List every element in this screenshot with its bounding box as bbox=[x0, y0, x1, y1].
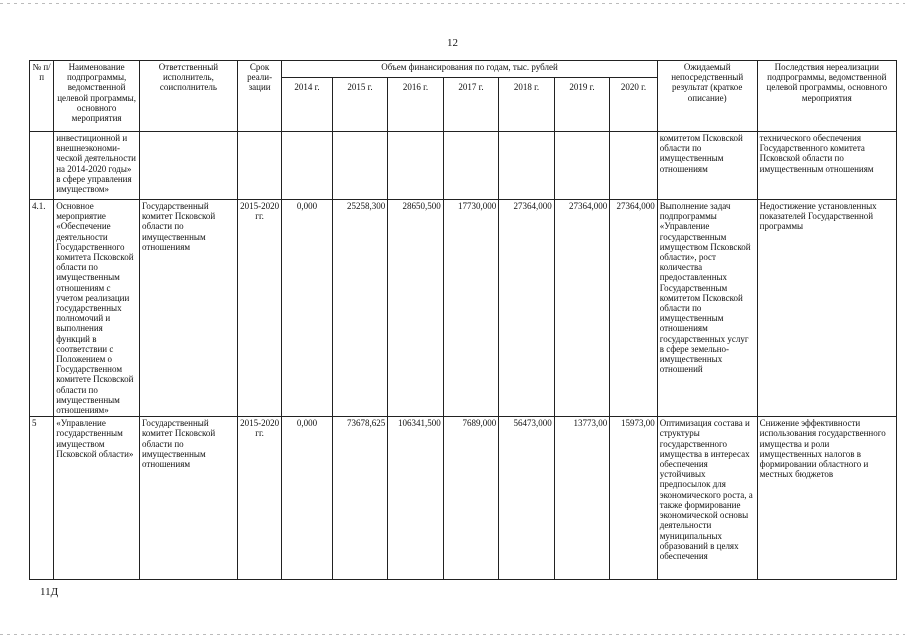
row-executor bbox=[140, 132, 238, 200]
table-row bbox=[30, 132, 897, 200]
footer-code: 11Д bbox=[40, 586, 59, 598]
row-value bbox=[443, 132, 499, 200]
header-year: 2017 г. bbox=[443, 78, 499, 132]
row-executor: Государственный комитет Псковской области по имущественным отношениям bbox=[140, 200, 238, 417]
header-result: Ожидаемый непосредственный результат (краткое описание) bbox=[657, 61, 757, 132]
row-value bbox=[499, 132, 555, 200]
header-term: Срок реали-зации bbox=[237, 61, 281, 132]
row-name: «Управление государственным имуществом Псковской области» bbox=[54, 417, 140, 580]
header-executor: Ответственный исполнитель, соисполнитель bbox=[140, 61, 238, 132]
row-num bbox=[30, 132, 54, 200]
row-value: 17730,000 bbox=[443, 200, 499, 417]
row-value: 13773,00 bbox=[554, 417, 610, 580]
header-year: 2014 г. bbox=[282, 78, 332, 132]
row-value bbox=[388, 132, 444, 200]
row-value: 28650,500 bbox=[388, 200, 444, 417]
row-value bbox=[332, 132, 388, 200]
row-num: 4.1. bbox=[30, 200, 54, 417]
table-row bbox=[30, 417, 897, 580]
row-value bbox=[610, 132, 657, 200]
row-executor: Государственный комитет Псковской области по имущественным отношениям bbox=[140, 417, 238, 580]
row-value: 73678,625 bbox=[332, 417, 388, 580]
header-year: 2018 г. bbox=[499, 78, 555, 132]
row-value bbox=[282, 132, 332, 200]
row-term: 2015-2020 гг. bbox=[237, 417, 281, 580]
scan-artifact-top bbox=[0, 3, 905, 4]
header-num: № п/п bbox=[30, 61, 54, 132]
row-term: 2015-2020 гг. bbox=[237, 200, 281, 417]
header-year: 2015 г. bbox=[332, 78, 388, 132]
row-result: комитетом Псковской области по имущественным отношениям bbox=[657, 132, 757, 200]
row-result: Оптимизация состава и структуры государственного имущества в интересах обеспечения устойчивых предпосылок для экономического роста, а также формирование экономической основы деятельности муниципальных образований в целях обеспечения bbox=[657, 417, 757, 580]
row-num: 5 bbox=[30, 417, 54, 580]
row-value: 25258,300 bbox=[332, 200, 388, 417]
scan-artifact-bottom bbox=[0, 634, 905, 635]
row-consequences: Недостижение установленных показателей Государственной программы bbox=[757, 200, 896, 417]
row-name: Основное мероприятие «Обеспечение деятельности Государственного комитета Псковской области по имущественным отношениям с учетом реализации государственных полномочий и выполнения функций в соответствии с Положением о Государственном комитете Псковской области по имущественным отношениям» bbox=[54, 200, 140, 417]
row-consequences: технического обеспечения Государственного комитета Псковской области по имущественным отношениям bbox=[757, 132, 896, 200]
table-row bbox=[30, 200, 897, 417]
header-name: Наименование подпрограммы, ведомственной целевой программы, основного мероприятия bbox=[54, 61, 140, 132]
row-value: 56473,000 bbox=[499, 417, 555, 580]
row-value: 27364,000 bbox=[610, 200, 657, 417]
header-consequences: Последствия нереализации подпрограммы, ведомственной целевой программы, основного мероприятия bbox=[757, 61, 896, 132]
row-value: 27364,000 bbox=[499, 200, 555, 417]
row-value bbox=[554, 132, 610, 200]
row-term bbox=[237, 132, 281, 200]
row-consequences: Снижение эффективности использования государственного имущества и роли имущественных налогов в формировании областного и местных бюджетов bbox=[757, 417, 896, 580]
row-value: 0,000 bbox=[282, 200, 332, 417]
page-number: 12 bbox=[447, 37, 458, 49]
row-value: 15973,00 bbox=[610, 417, 657, 580]
row-name: инвестиционной и внешнеэкономи-ческой деятельности на 2014-2020 годы» в сфере управления имуществом» bbox=[54, 132, 140, 200]
header-year: 2016 г. bbox=[388, 78, 444, 132]
row-value: 106341,500 bbox=[388, 417, 444, 580]
row-value: 7689,000 bbox=[443, 417, 499, 580]
header-financing: Объем финансирования по годам, тыс. рублей bbox=[282, 61, 657, 78]
row-result: Выполнение задач подпрограммы «Управление государственным имуществом Псковской области», рост количества предоставленных Государственным комитетом Псковской области по имущественным отношениям государственных услуг в сфере земельно-имущественных отношений bbox=[657, 200, 757, 417]
header-year: 2019 г. bbox=[554, 78, 610, 132]
row-value: 0,000 bbox=[282, 417, 332, 580]
header-year: 2020 г. bbox=[610, 78, 657, 132]
program-table bbox=[29, 60, 897, 580]
row-value: 27364,000 bbox=[554, 200, 610, 417]
